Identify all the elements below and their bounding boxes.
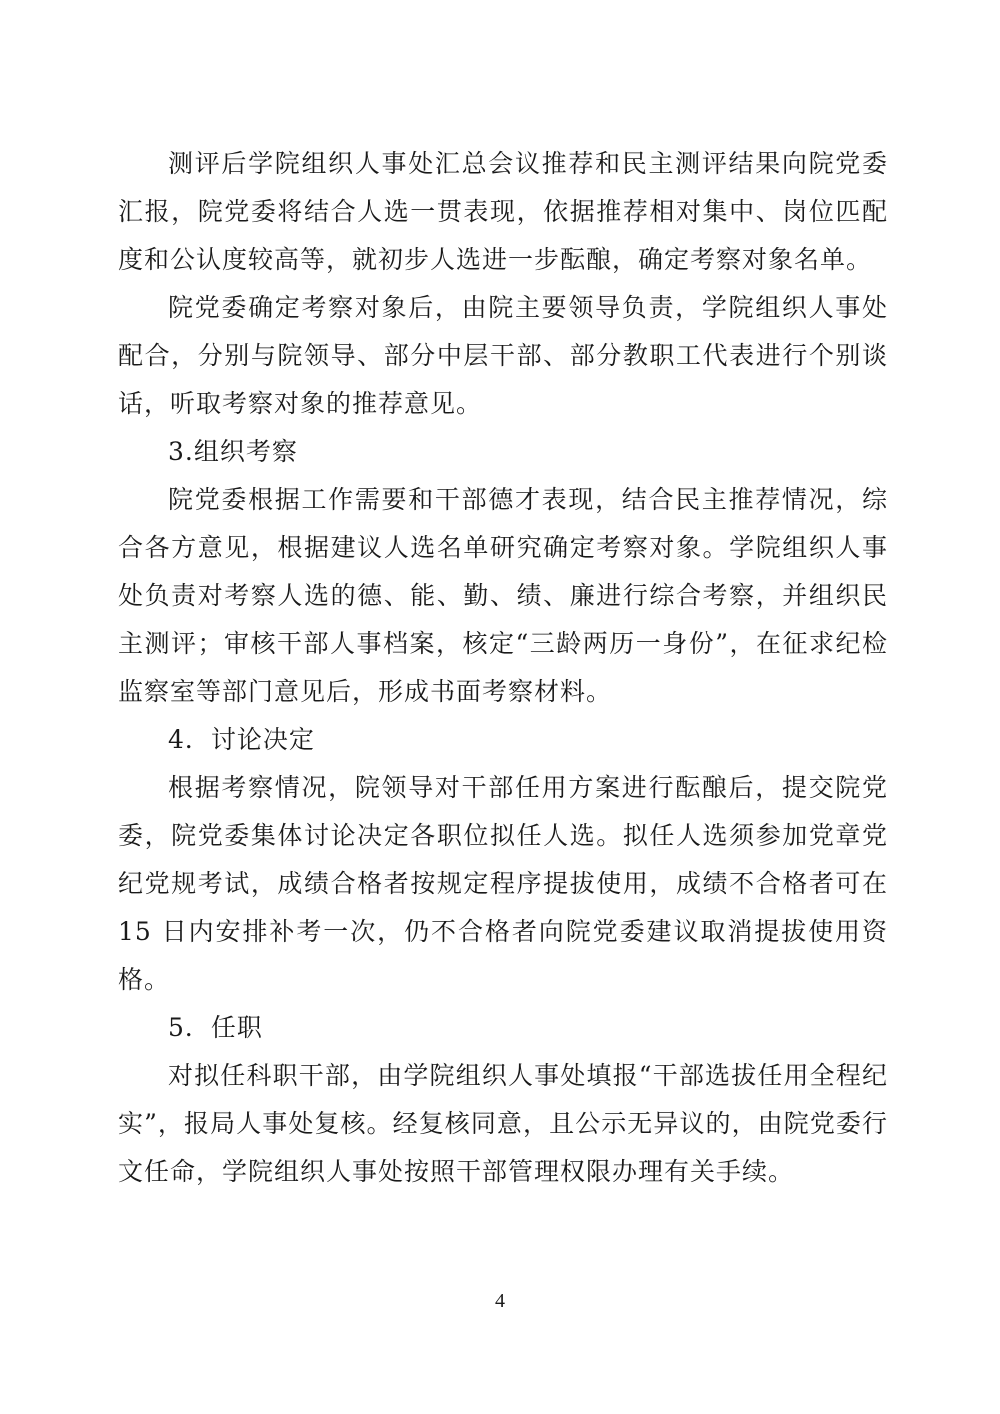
section-heading-discussion-decision: 4．讨论决定	[168, 725, 315, 754]
paragraph-individual-talks: 院党委确定考察对象后，由院主要领导负责，学院组织人事处配合，分别与院领导、部分中层干部、部分教职工代表进行个别谈话，听取考察对象的推荐意见。	[118, 293, 888, 418]
paragraph-organizational-inspection: 院党委根据工作需要和干部德才表现，结合民主推荐情况，综合各方意见，根据建议人选名单研究确定考察对象。学院组织人事处负责对考察人选的德、能、勤、绩、廉进行综合考察，并组织民主测评；审核干部人事档案，核定“三龄两历一身份”，在征求纪检监察室等部门意见后，形成书面考察材料。	[118, 485, 888, 706]
document-body	[118, 140, 888, 1196]
paragraph-discussion-decision: 根据考察情况，院领导对干部任用方案进行酝酿后，提交院党委，院党委集体讨论决定各职位拟任人选。拟任人选须参加党章党纪党规考试，成绩合格者按规定程序提拔使用，成绩不合格者可在 15 日内安排补考一次，仍不合格者向院党委建议取消提拔使用资格。	[118, 773, 888, 994]
paragraph-appointment: 对拟任科职干部，由学院组织人事处填报“干部选拔任用全程纪实”，报局人事处复核。经复核同意，且公示无异议的，由院党委行文任命，学院组织人事处按照干部管理权限办理有关手续。	[118, 1061, 888, 1186]
section-heading-organizational-inspection: 3.组织考察	[168, 437, 298, 466]
paragraph-evaluation-report: 测评后学院组织人事处汇总会议推荐和民主测评结果向院党委汇报，院党委将结合人选一贯表现，依据推荐相对集中、岗位匹配度和公认度较高等，就初步人选进一步酝酿，确定考察对象名单。	[118, 149, 888, 274]
page-number: 4	[495, 1290, 505, 1312]
section-heading-appointment: 5．任职	[168, 1013, 263, 1042]
